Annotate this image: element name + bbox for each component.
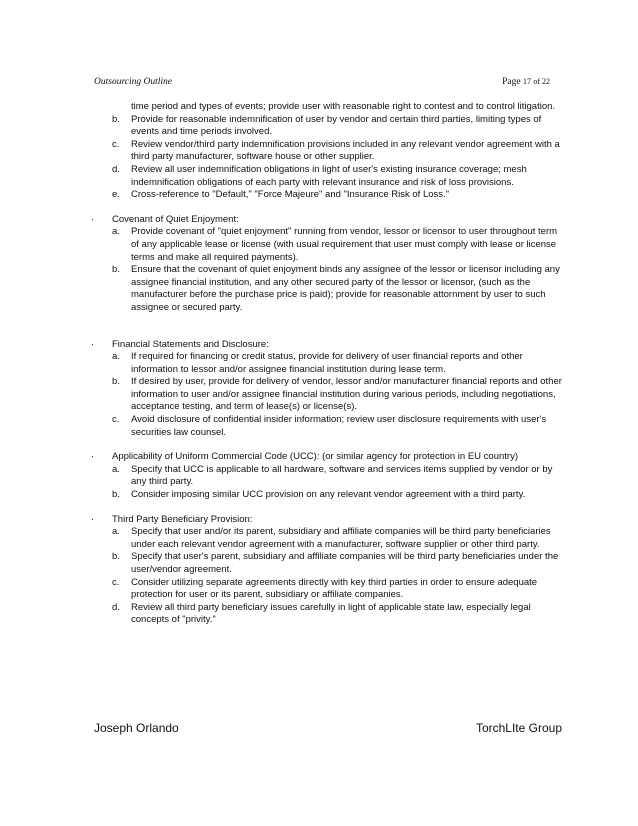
list-item [94, 226, 564, 264]
item-text: Avoid disclosure of confidential insider information; review user disclosure requirements with user's securities law counsel. [131, 414, 547, 438]
document-title: Outsourcing Outline [94, 77, 173, 87]
page-footer [94, 721, 562, 737]
list-item [94, 189, 564, 202]
item-text: Specify that user and/or its parent, subsidiary and affiliate companies will be third party beneficiaries under each relevant vendor agreement with a manufacturer, software supplier or other third party. [131, 526, 551, 550]
item-letter: a. [112, 351, 120, 363]
section-bullet: · [91, 213, 95, 225]
list-item [94, 351, 564, 376]
section-bullet: · [91, 338, 95, 350]
item-text: Review vendor/third party indemnification provisions included in any relevant vendor agreement with a third party manufacturer, software house or other supplier. [131, 138, 560, 163]
section-third-party-beneficiary [91, 513, 564, 527]
list-item [94, 464, 564, 489]
section-quiet-enjoyment [91, 213, 564, 227]
section-list [94, 226, 564, 314]
list-item [94, 551, 564, 576]
footer-author: Joseph Orlando [94, 721, 179, 735]
section-bullet: · [91, 513, 95, 525]
item-letter: a. [112, 463, 120, 475]
item-text: Consider utilizing separate agreements directly with key third parties in order to ensure adequate protection for user or its parent, subsidiary or affiliate companies. [131, 576, 538, 601]
page-number [502, 77, 550, 87]
item-text: Provide covenant of "quiet enjoyment" running from vendor, lessor or licensor to user throughout term of any applicable lease or license (with usual requirement that user must comply with lease or license terms and make all required payments). [131, 226, 558, 263]
item-letter: a. [112, 526, 120, 538]
item-text: Review all user indemnification obligations in light of user's existing insurance coverage; mesh indemnification obligations of each party with relevant insurance and risk of loss provisions. [131, 163, 527, 188]
page-total: of 22 [533, 77, 550, 86]
item-letter: b. [112, 551, 120, 563]
section-list [94, 464, 564, 502]
item-text: Review all third party beneficiary issues carefully in light of applicable state law, especially legal concepts of "privity." [131, 601, 531, 626]
section-list [94, 526, 564, 627]
item-letter: c. [112, 576, 120, 588]
item-text: If required for financing or credit status, provide for delivery of user financial reports and other information to lessor and/or assignee financial institution during lease term. [131, 351, 523, 375]
item-text: If desired by user, provide for delivery of vendor, lessor and/or manufacturer financial reports and other information to user and/or assignee financial institution during various periods, including negotiations, acceptance testing, and term of lease(s) or license(s). [131, 376, 562, 413]
page-content [91, 101, 564, 627]
list-item [94, 489, 564, 502]
item-letter: b. [112, 113, 120, 125]
item-text: Provide for reasonable indemnification of user by vendor and certain third parties, limiting types of events and time periods involved. [131, 113, 542, 138]
list-item [94, 264, 564, 314]
list-item [94, 139, 564, 164]
section-heading: Covenant of Quiet Enjoyment: [112, 213, 239, 225]
item-letter: b. [112, 489, 120, 501]
section-list [94, 351, 564, 439]
item-letter: b. [112, 264, 120, 276]
item-letter: c. [112, 138, 120, 150]
item-text: Cross-reference to "Default," "Force Majeure" and "Insurance Risk of Loss." [131, 189, 450, 201]
list-item [94, 526, 564, 551]
item-text: Ensure that the covenant of quiet enjoyment binds any assignee of the lessor or licensor including any assignee financial institution, and any other secured party of the lessor or licensor, (such as the manufacturer before the purchase price is paid); provide for reasonable attornment by user to such assignee or secured party. [131, 264, 560, 313]
list-item [94, 602, 564, 627]
item-text: Consider imposing similar UCC provision on any relevant vendor agreement with a third party. [131, 489, 526, 501]
section-ucc [91, 451, 564, 464]
item-letter: d. [112, 163, 120, 175]
section-heading: Applicability of Uniform Commercial Code (UCC): (or similar agency for protection in EU country) [112, 451, 518, 463]
list-item [94, 164, 564, 189]
footer-company: TorchLIte Group [475, 721, 562, 735]
page-label: Page [502, 77, 521, 87]
list-item [94, 376, 564, 414]
continued-list [94, 114, 564, 202]
list-item [94, 414, 564, 439]
item-letter: d. [112, 601, 120, 613]
section-financial-statements [91, 338, 564, 352]
item-letter: c. [112, 414, 120, 426]
item-letter: b. [112, 376, 120, 388]
item-text: Specify that user's parent, subsidiary and affiliate companies will be third party beneficiaries under the user/vendor agreement. [131, 551, 559, 575]
item-text: Specify that UCC is applicable to all hardware, software and services items supplied by vendor or by any third party. [131, 463, 553, 488]
list-item [94, 114, 564, 139]
page-current: 17 [522, 77, 531, 86]
item-letter: a. [112, 226, 120, 238]
continued-paragraph: time period and types of events; provide user with reasonable right to contest and to control litigation. [131, 101, 556, 112]
page-header [94, 77, 550, 91]
section-heading: Financial Statements and Disclosure: [112, 338, 269, 350]
item-letter: e. [112, 189, 120, 201]
section-bullet: · [91, 451, 95, 463]
list-item [94, 577, 564, 602]
section-heading: Third Party Beneficiary Provision: [112, 513, 253, 525]
